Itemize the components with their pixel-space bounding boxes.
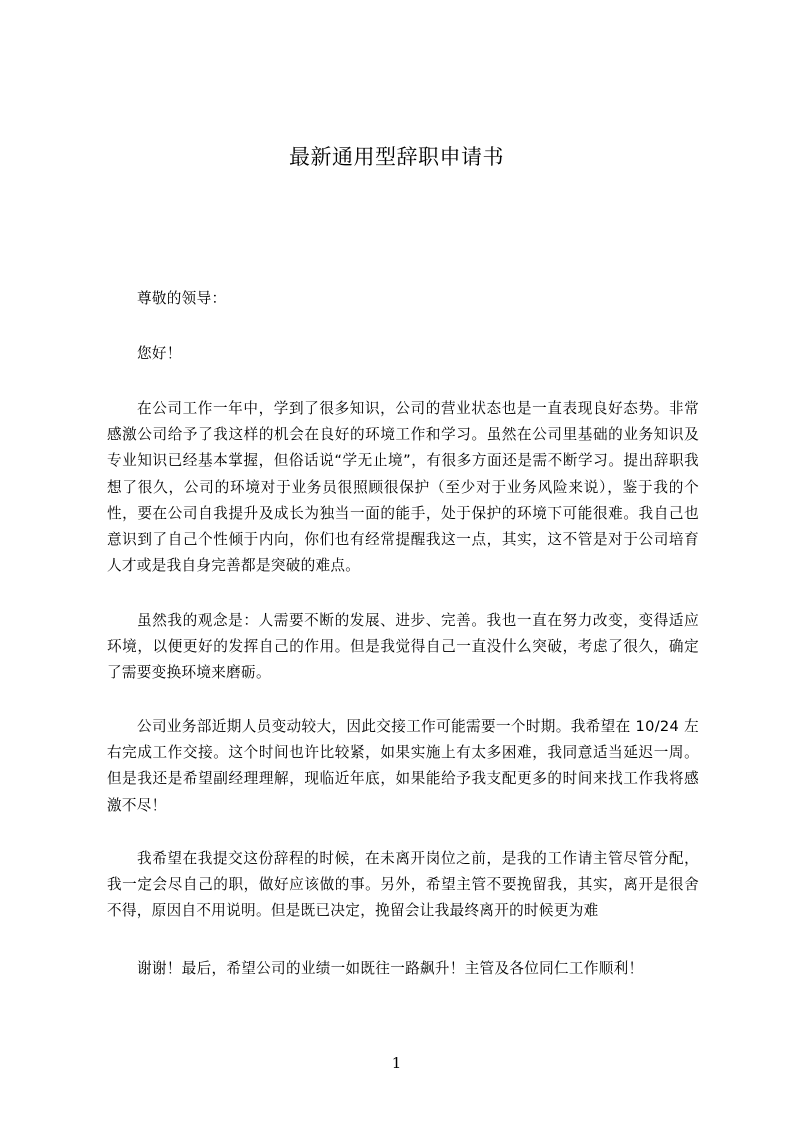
- closing-line: 谢谢！最后，希望公司的业绩一如既往一路飙升！主管及各位同仁工作顺利！: [137, 960, 644, 977]
- page-number: 1: [391, 1054, 402, 1072]
- body-paragraph: 公司业务部近期人员变动较大，因此交接工作可能需要一个时期。我希望在 10/24 左右完成工作交接。这个时间也许比较紧，如果实施上有太多困难，我同意适当延迟一周。但是我还是希望副经理理解，现临近年底，如果能给予我支配更多的时间来找工作我将感激不尽！: [107, 718, 699, 814]
- salutation: 尊敬的领导：: [137, 290, 227, 307]
- greeting: 您好！: [137, 345, 182, 362]
- body-paragraph: 在公司工作一年中，学到了很多知识，公司的营业状态也是一直表现良好态势。非常感激公司给予了我这样的机会在良好的环境工作和学习。虽然在公司里基础的业务知识及专业知识已经基本掌握，但俗话说“学无止境”，有很多方面还是需不断学习。提出辞职我想了很久，公司的环境对于业务员很照顾很保护（至少对于业务风险来说），鉴于我的个性，要在公司自我提升及成长为独当一面的能手，处于保护的环境下可能很难。我自己也意识到了自己个性倾于内向，你们也有经常提醒我这一点，其实，这不管是对于公司培育人才或是我自身完善都是突破的难点。: [107, 400, 699, 575]
- body-paragraph: 虽然我的观念是：人需要不断的发展、进步、完善。我也一直在努力改变，变得适应环境，以便更好的发挥自己的作用。但是我觉得自己一直没什么突破，考虑了很久，确定了需要变换环境来磨砺。: [107, 612, 699, 682]
- document-title: 最新通用型辞职申请书: [289, 145, 504, 169]
- body-paragraph: 我希望在我提交这份辞程的时候，在未离开岗位之前，是我的工作请主管尽管分配，我一定会尽自己的职，做好应该做的事。另外，希望主管不要挽留我，其实，离开是很舍不得，原因自不用说明。但是既已决定，挽留会让我最终离开的时候更为难: [107, 850, 699, 920]
